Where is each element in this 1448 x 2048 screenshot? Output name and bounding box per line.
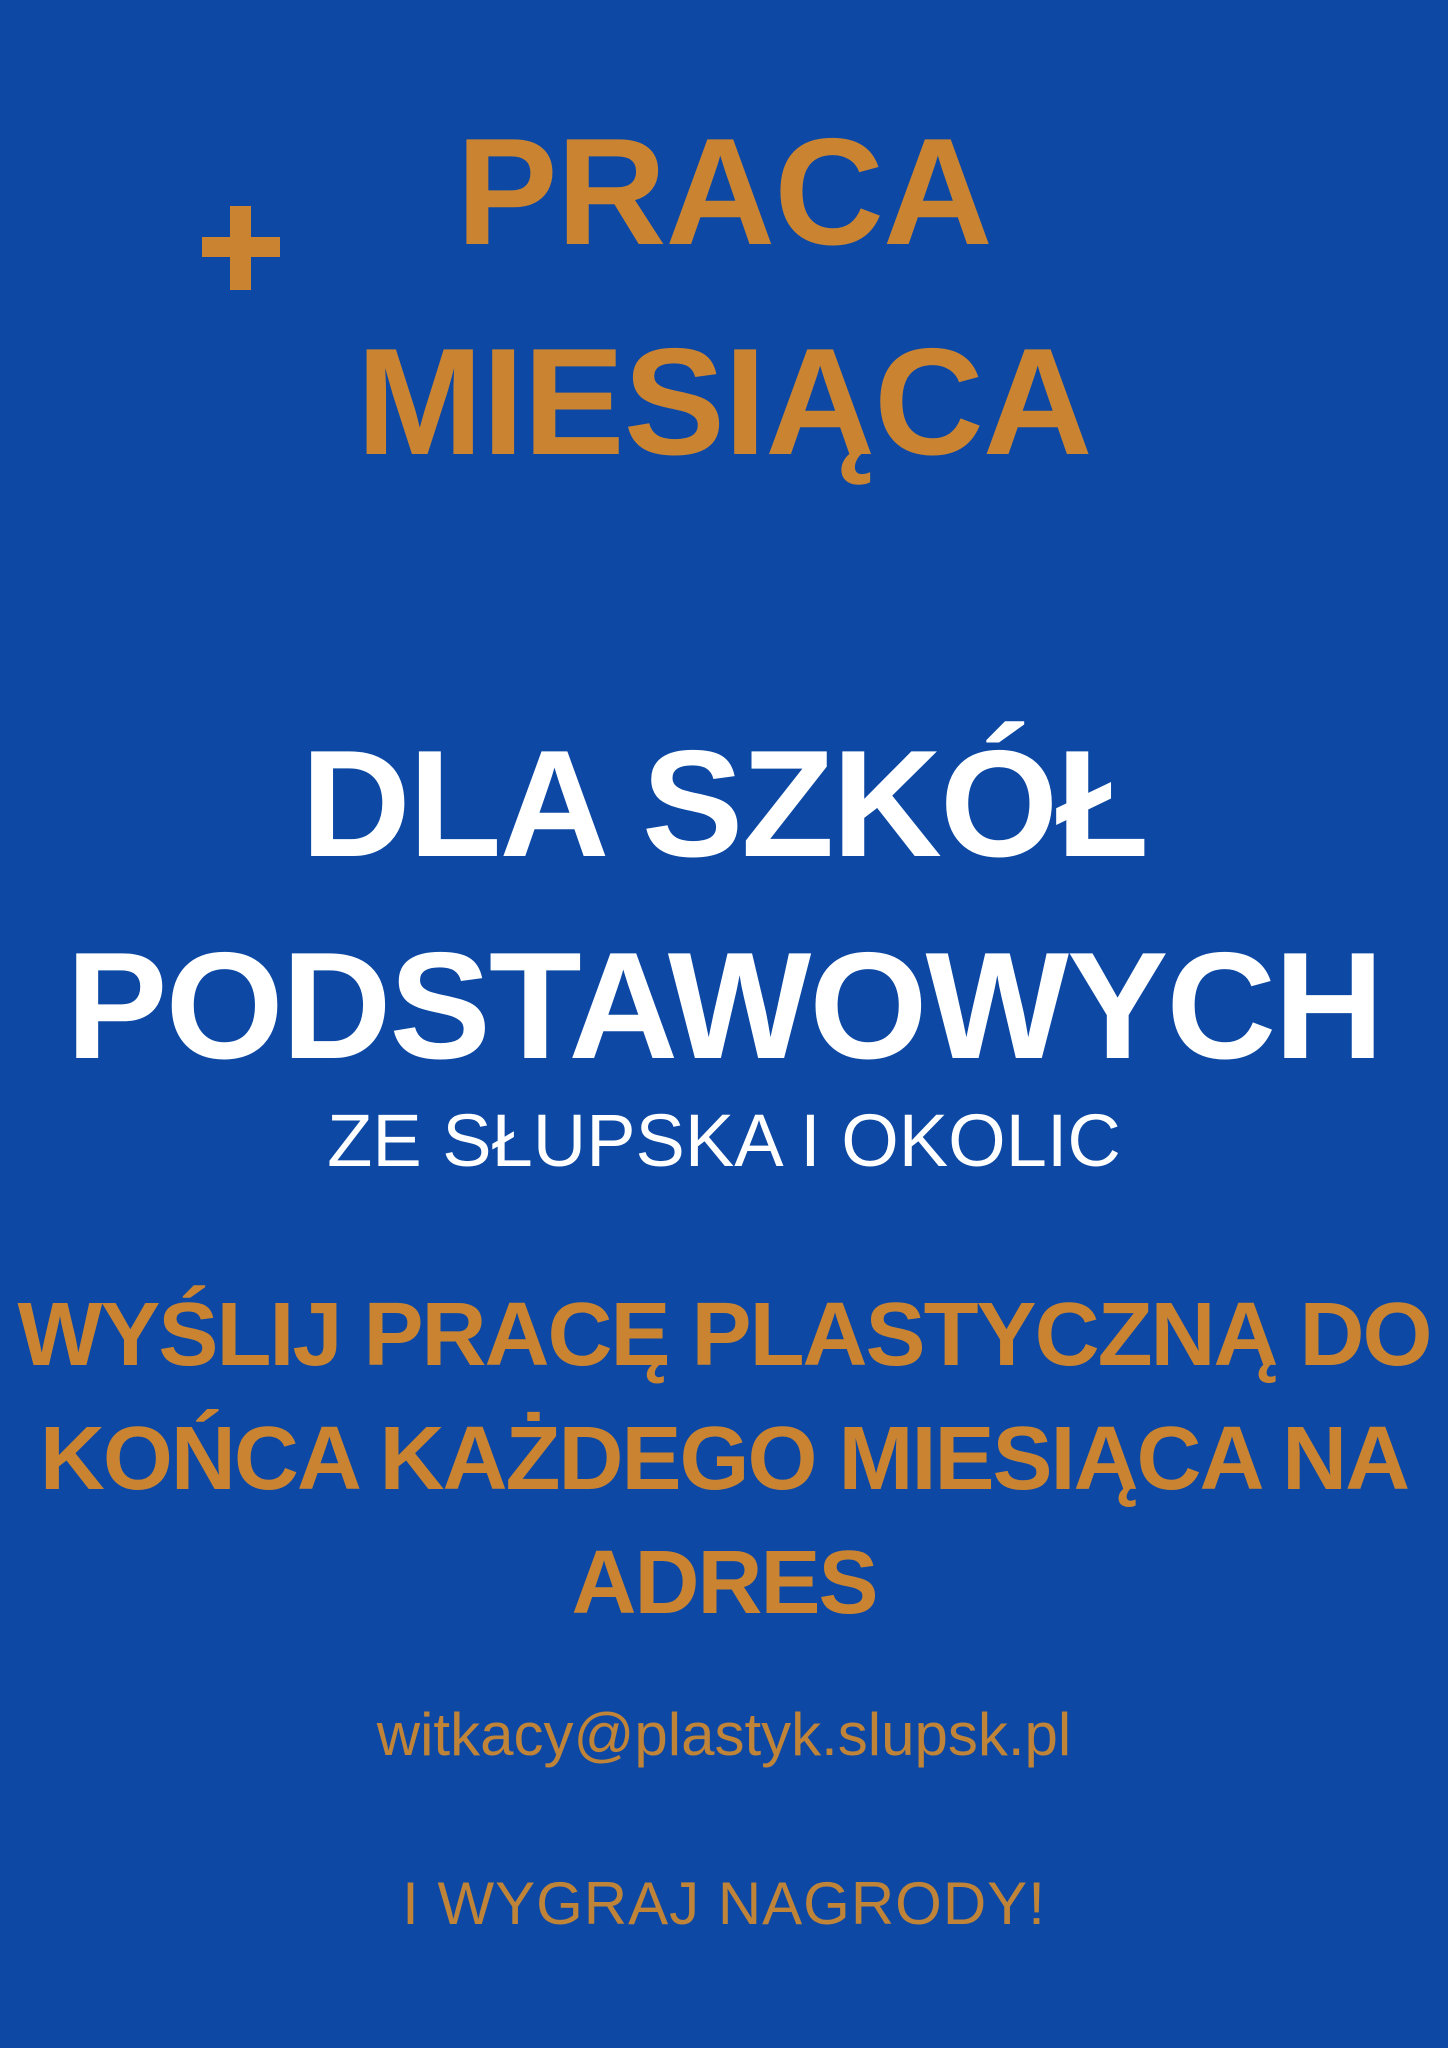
body-line-2: KOŃCA KAŻDEGO MIESIĄCA NA [39, 1409, 1409, 1509]
poster-title [0, 87, 1448, 507]
body-line-1: WYŚLIJ PRACĘ PLASTYCZNĄ DO [17, 1285, 1431, 1385]
poster-body [0, 1273, 1448, 1645]
contact-email: witkacy@plastyk.slupsk.pl [376, 1701, 1072, 1768]
title-line-1: PRACA [456, 107, 992, 277]
poster-subheading: ZE SŁUPSKA I OKOLIC [327, 1099, 1121, 1182]
poster-heading [0, 703, 1448, 1107]
heading-line-2: PODSTAWOWYCH [66, 921, 1382, 1091]
title-line-2: MIESIĄCA [356, 317, 1092, 487]
footer-text: I WYGRAJ NAGRODY! [402, 1870, 1046, 1937]
body-line-3: ADRES [571, 1533, 877, 1633]
heading-line-1: DLA SZKÓŁ [300, 719, 1148, 889]
